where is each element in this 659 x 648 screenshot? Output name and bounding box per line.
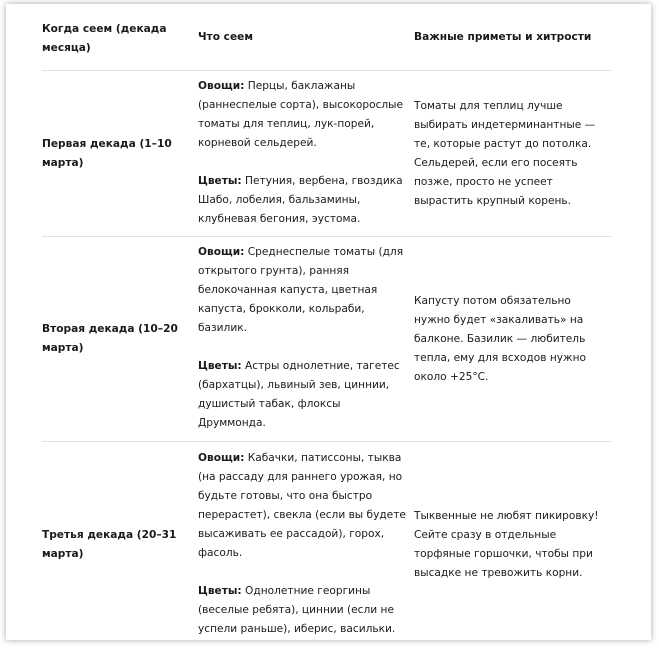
vegetables-label: Овощи: — [198, 452, 245, 464]
vegetables-label: Овощи: — [198, 79, 245, 92]
decade-cell: Первая декада (1–10 марта) — [42, 71, 198, 237]
decade-cell: Вторая декада (10–20 марта) — [42, 237, 198, 442]
vegetables-text: Кабачки, патиссоны, тыква (на рассаду для раннего урожая, но будьте готовы, что она быстро перерастет), свекла (если вы будете высаживать ее рассадой), горох, фасоль. — [198, 452, 406, 559]
sowing-calendar-table — [42, 4, 612, 640]
header-what: Что сеем — [198, 4, 414, 71]
table-header-row — [42, 4, 612, 71]
flowers-label: Цветы: — [198, 360, 242, 372]
flowers-text: Однолетние георгины (веселые ребята), циннии (если не успели раньше), иберис, васильки. — [198, 585, 396, 635]
tips-cell: Тыквенные не любят пикировку! Сейте сразу в отдельные торфяные горшочки, чтобы при высадке не тревожить корни. — [414, 510, 599, 579]
what-cell — [198, 237, 414, 442]
header-tips: Важные приметы и хитрости — [414, 4, 612, 71]
header-when: Когда сеем (декада месяца) — [42, 4, 198, 71]
flowers-text: Астры однолетние, тагетес (бархатцы), львиный зев, циннии, душистый табак, флоксы Друммонда. — [198, 360, 400, 429]
document-frame — [6, 4, 651, 640]
table-row — [42, 71, 612, 237]
what-cell — [198, 442, 414, 641]
tips-cell: Томаты для теплиц лучше выбирать индетерминантные — те, которые растут до потолка. Сельдерей, если его посеять позже, просто не успеет вырастить крупный корень. — [414, 71, 612, 237]
vegetables-text: Среднеспелые томаты (для открытого грунта), ранняя белокочанная капуста, цветная капуста, брокколи, кольраби, базилик. — [198, 246, 404, 334]
tips-cell: Капусту потом обязательно нужно будет «закаливать» на балконе. Базилик — любитель тепла, ему для всходов нужно около +25°C. — [414, 237, 612, 442]
flowers-paragraph — [198, 357, 408, 433]
vegetables-paragraph — [198, 449, 408, 563]
what-cell — [198, 71, 414, 237]
flowers-paragraph — [198, 172, 408, 229]
decade-cell: Третья декада (20–31 марта) — [42, 529, 177, 560]
vegetables-paragraph — [198, 243, 408, 338]
flowers-label: Цветы: — [198, 174, 242, 187]
vegetables-text: Перцы, баклажаны (раннеспелые сорта), высокорослые томаты для теплиц, лук-порей, корневой сельдерей. — [198, 79, 404, 149]
table-row — [42, 237, 612, 442]
flowers-label: Цветы: — [198, 585, 242, 597]
flowers-paragraph — [198, 582, 408, 639]
flowers-text: Петуния, вербена, гвоздика Шабо, лобелия, бальзамины, клубневая бегония, эустома. — [198, 174, 403, 225]
vegetables-paragraph — [198, 77, 408, 153]
vegetables-label: Овощи: — [198, 246, 245, 258]
table-row — [42, 442, 612, 641]
